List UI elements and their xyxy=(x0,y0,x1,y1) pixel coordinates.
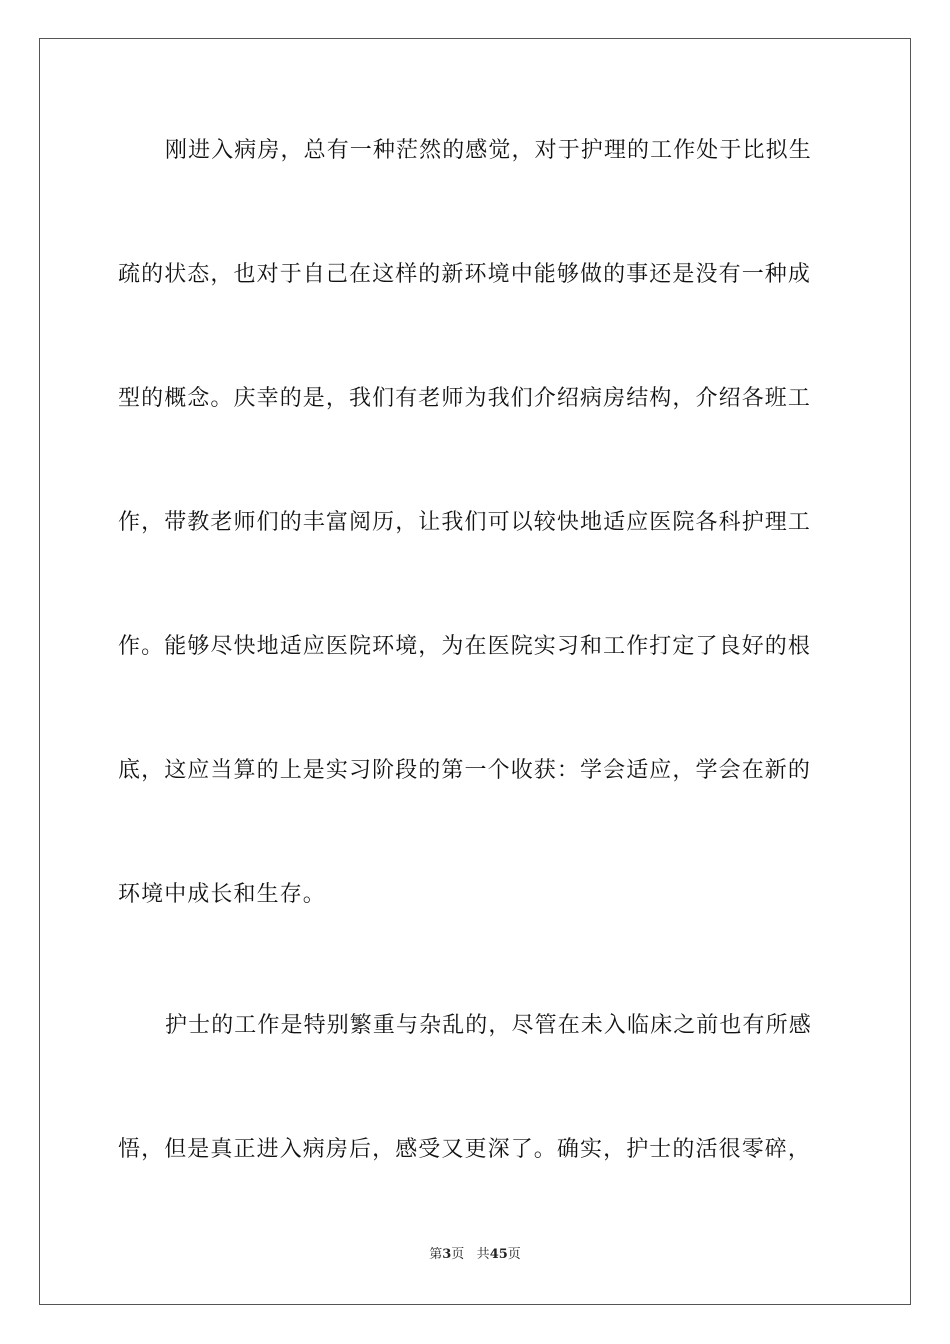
text-line: 环境中成长和生存。 xyxy=(118,882,326,907)
text-line: 疏的状态，也对于自己在这样的新环境中能够做的事还是没有一种成 xyxy=(118,262,812,287)
text-line: 作，带教老师们的丰富阅历，让我们可以较快地适应医院各科护理工 xyxy=(118,510,812,535)
total-pages: 45 xyxy=(489,1247,508,1262)
total-label-suffix: 页 xyxy=(507,1247,521,1262)
page-border xyxy=(39,38,911,1305)
text-line: 作。能够尽快地适应医院环境，为在医院实习和工作打定了良好的根 xyxy=(118,634,812,659)
text-line: 护士的工作是特别繁重与杂乱的，尽管在未入临床之前也有所感 xyxy=(165,1013,812,1038)
page-label-prefix: 第 xyxy=(429,1247,443,1262)
page-number: 3 xyxy=(442,1247,452,1262)
page-label-suffix: 页 xyxy=(451,1247,465,1262)
total-label-prefix: 共 xyxy=(476,1247,490,1262)
text-line: 悟，但是真正进入病房后，感受又更深了。确实，护士的活很零碎， xyxy=(118,1137,812,1162)
text-line: 刚进入病房，总有一种茫然的感觉，对于护理的工作处于比拟生 xyxy=(165,138,812,163)
text-line: 底，这应当算的上是实习阶段的第一个收获：学会适应，学会在新的 xyxy=(118,758,812,783)
page-footer xyxy=(0,1246,950,1264)
text-line: 型的概念。庆幸的是，我们有老师为我们介绍病房结构，介绍各班工 xyxy=(118,386,812,411)
